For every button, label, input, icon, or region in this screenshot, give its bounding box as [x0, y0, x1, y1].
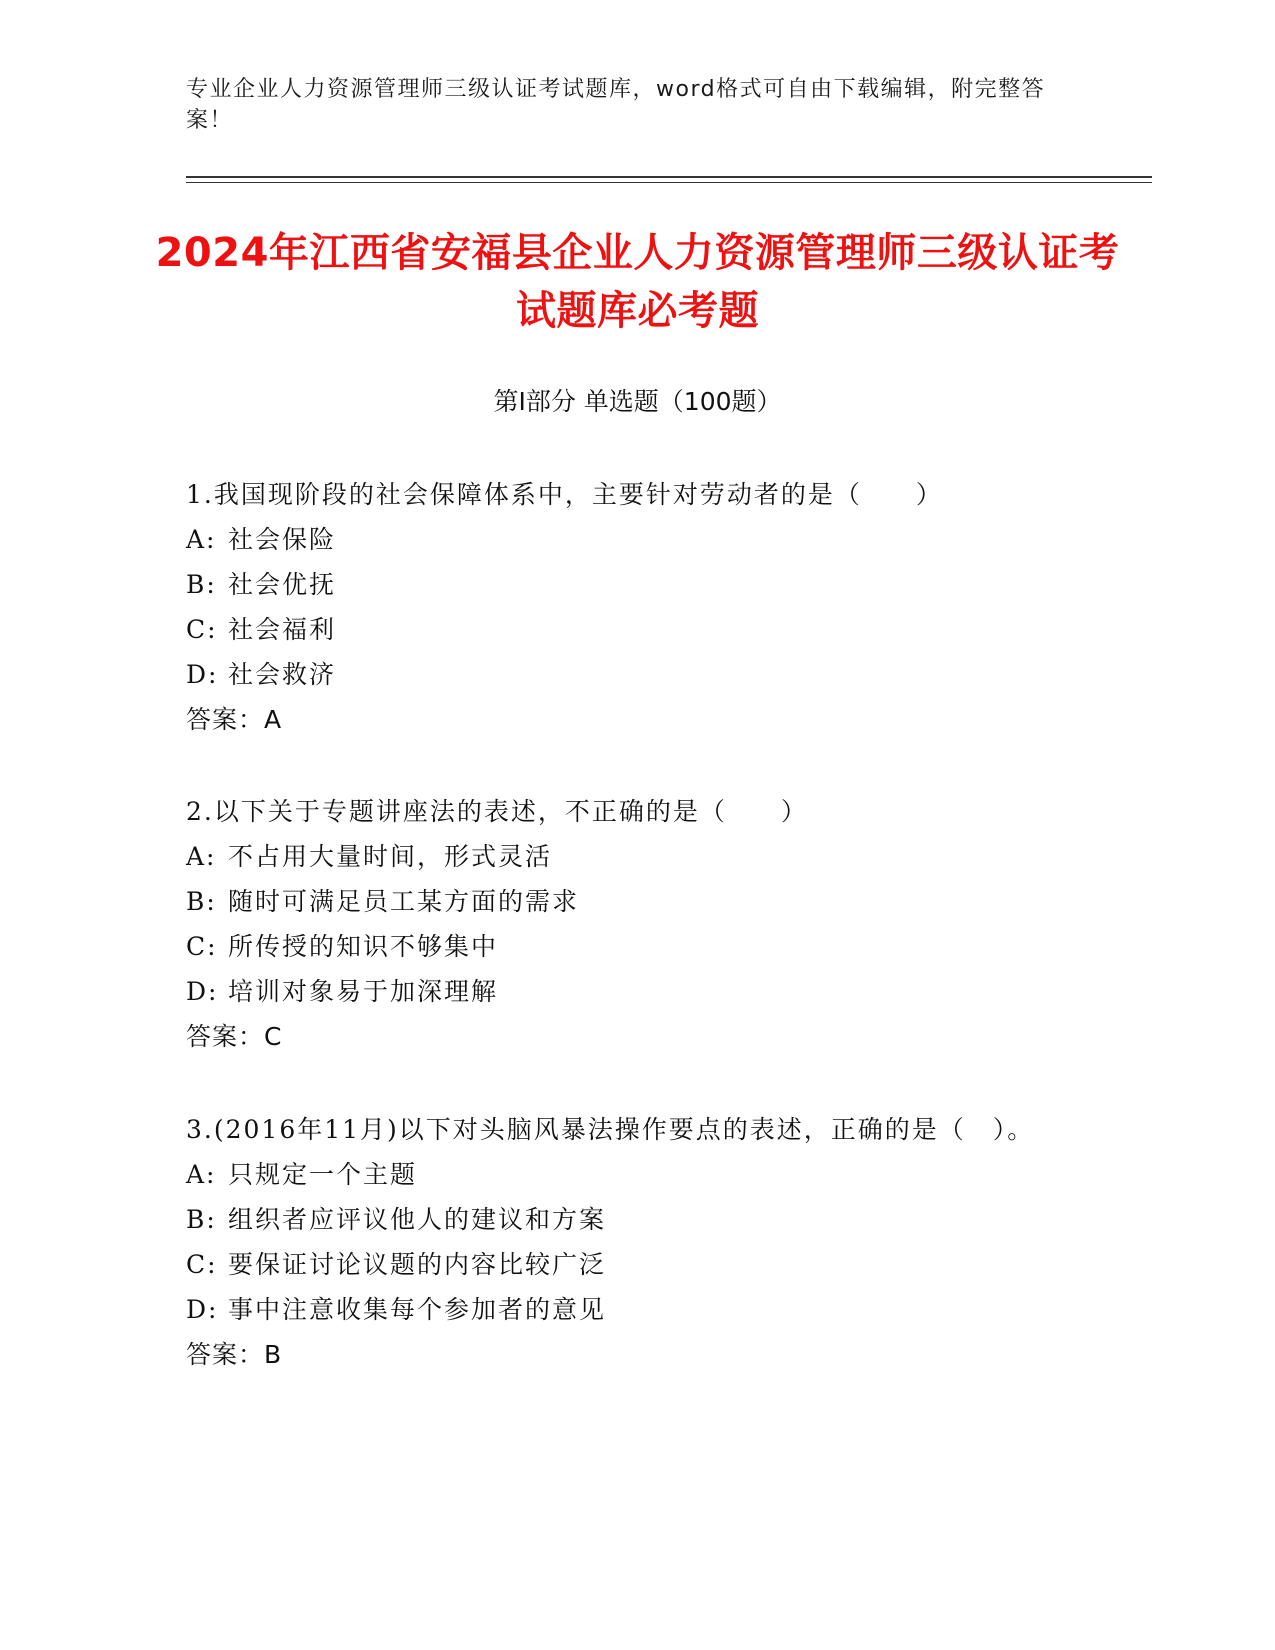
option-text: 只规定一个主题	[228, 1160, 418, 1189]
option-b	[186, 1197, 1046, 1242]
option-letter: D:	[186, 660, 219, 689]
option-letter: A:	[186, 1160, 217, 1189]
answer-line: 答案：A	[186, 705, 283, 734]
header-divider-thick	[186, 176, 1152, 178]
question-stem: 1.我国现阶段的社会保障体系中，主要针对劳动者的是（ ）	[186, 480, 943, 509]
option-d	[186, 652, 1046, 697]
option-text: 组织者应评议他人的建议和方案	[228, 1205, 607, 1234]
option-text: 要保证讨论议题的内容比较广泛	[228, 1250, 607, 1279]
answer-line: 答案：B	[186, 1340, 283, 1369]
question-3	[186, 1107, 1046, 1377]
document-title: 2024年江西省安福县企业人力资源管理师三级认证考试题库必考题	[155, 230, 1120, 334]
option-text: 社会福利	[228, 615, 337, 644]
option-c	[186, 1242, 1046, 1287]
option-text: 社会保险	[228, 525, 337, 554]
question-stem: 2.以下关于专题讲座法的表述，不正确的是（ ）	[186, 797, 808, 826]
option-letter: A:	[186, 842, 217, 871]
option-c	[186, 924, 1046, 969]
question-2	[186, 789, 1046, 1059]
option-text: 培训对象易于加深理解	[228, 977, 499, 1006]
option-letter: C:	[186, 615, 218, 644]
option-text: 不占用大量时间，形式灵活	[228, 842, 553, 871]
option-letter: B:	[186, 1205, 217, 1234]
option-letter: C:	[186, 932, 218, 961]
question-stem: 3.(2016年11月)以下对头脑风暴法操作要点的表述，正确的是（ ）。	[186, 1115, 1035, 1144]
section-title: 第I部分 单选题（100题）	[493, 387, 782, 416]
option-d	[186, 969, 1046, 1014]
question-1	[186, 472, 1046, 742]
option-letter: B:	[186, 887, 217, 916]
option-d	[186, 1287, 1046, 1332]
option-a	[186, 834, 1046, 879]
header-divider-thin	[186, 182, 1152, 183]
option-letter: B:	[186, 570, 217, 599]
option-a	[186, 1152, 1046, 1197]
option-text: 事中注意收集每个参加者的意见	[228, 1295, 607, 1324]
option-letter: D:	[186, 977, 219, 1006]
option-text: 社会救济	[228, 660, 337, 689]
option-a	[186, 517, 1046, 562]
option-b	[186, 879, 1046, 924]
option-letter: D:	[186, 1295, 219, 1324]
answer-line: 答案：C	[186, 1022, 283, 1051]
option-text: 社会优抚	[228, 570, 337, 599]
option-c	[186, 607, 1046, 652]
option-letter: C:	[186, 1250, 218, 1279]
option-b	[186, 562, 1046, 607]
header-note: 专业企业人力资源管理师三级认证考试题库，word格式可自由下载编辑，附完整答案！	[186, 77, 1046, 133]
option-letter: A:	[186, 525, 217, 554]
option-text: 随时可满足员工某方面的需求	[228, 887, 580, 916]
option-text: 所传授的知识不够集中	[228, 932, 499, 961]
